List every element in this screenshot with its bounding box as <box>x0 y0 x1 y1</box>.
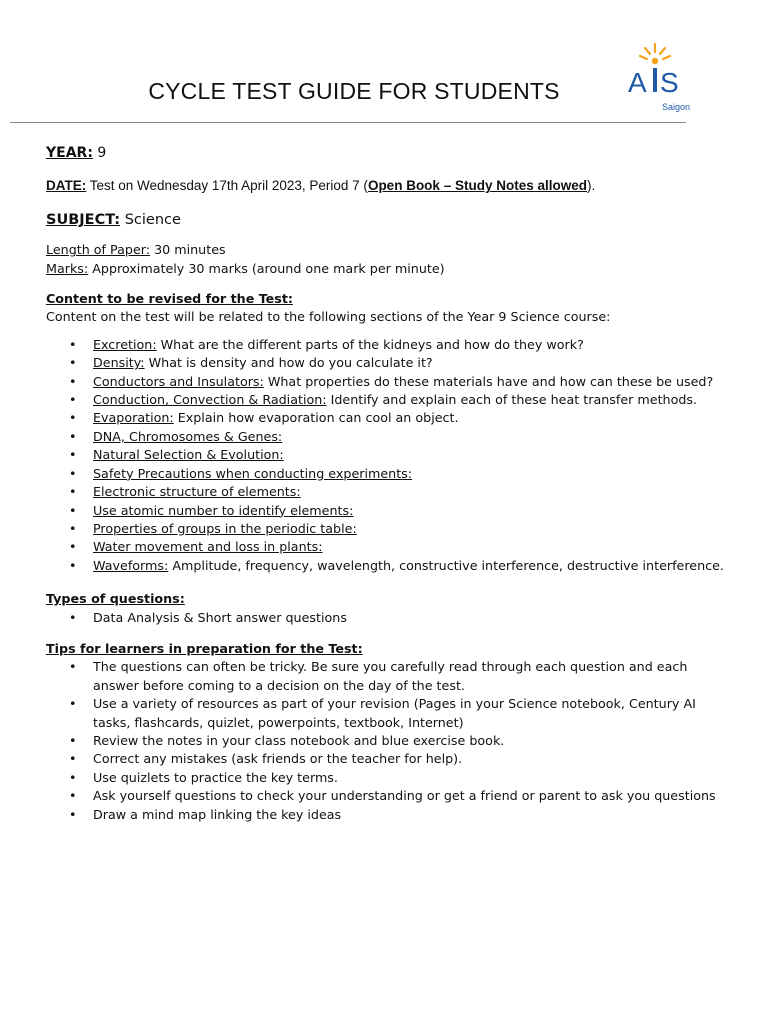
sun-rays <box>640 44 670 59</box>
tips-heading: Tips for learners in preparation for the Test: <box>46 640 363 656</box>
marks-label: Marks: <box>46 260 89 276</box>
list-item: • The questions can often be tricky. Be sure you carefully read through each question and each answer before coming to a decision on the day of the test. <box>46 658 726 695</box>
topic-label: Evaporation: <box>93 410 174 426</box>
topic-label: Electronic structure of elements: <box>93 484 301 500</box>
list-item <box>46 373 726 391</box>
list-item <box>46 428 726 446</box>
topic-label: Safety Precautions when conducting experiments: <box>93 465 413 481</box>
date-open-book: Open Book – Study Notes allowed <box>367 178 587 194</box>
topic-detail: Amplitude, frequency, wavelength, constructive interference, destructive interference. <box>168 557 724 573</box>
year-value: 9 <box>92 145 107 161</box>
topic-label: Water movement and loss in plants: <box>93 539 323 555</box>
page-title: CYCLE TEST GUIDE FOR STUDENTS <box>148 78 560 104</box>
list-item <box>46 354 726 372</box>
list-item <box>46 502 726 520</box>
length-value: 30 minutes <box>150 242 226 258</box>
tips-list <box>46 658 726 824</box>
list-item <box>46 446 726 464</box>
question-types-list <box>46 609 726 627</box>
topic-detail: What properties do these materials have and how can these be used? <box>263 373 714 389</box>
subject-line <box>46 211 726 229</box>
svg-text:A: A <box>628 67 647 98</box>
school-logo <box>626 40 702 116</box>
topic-label: Properties of groups in the periodic table: <box>93 520 357 536</box>
question-types-heading: Types of questions: <box>46 591 185 607</box>
topic-label: DNA, Chromosomes & Genes: <box>93 428 283 444</box>
marks-value: Approximately 30 marks (around one mark per minute) <box>88 260 445 276</box>
list-item <box>46 409 726 427</box>
date-label: DATE: <box>46 178 87 194</box>
topic-detail: What are the different parts of the kidneys and how do they work? <box>156 336 584 352</box>
content-topic-list <box>46 336 726 575</box>
list-item <box>46 391 726 409</box>
list-item <box>46 557 726 575</box>
date-value-post: ). <box>586 178 596 194</box>
topic-label: Waveforms: <box>93 557 169 573</box>
list-item <box>46 483 726 501</box>
document-body <box>46 144 726 824</box>
list-item: • Draw a mind map linking the key ideas <box>46 806 726 824</box>
topic-label: Conduction, Convection & Radiation: <box>93 392 327 408</box>
svg-text:S: S <box>660 67 679 98</box>
topic-label: Density: <box>93 355 145 371</box>
content-intro: Content on the test will be related to the following sections of the Year 9 Science course: <box>46 309 611 325</box>
list-item: • Ask yourself questions to check your understanding or get a friend or parent to ask you questions <box>46 787 726 805</box>
subject-value: Science <box>120 211 181 228</box>
topic-label: Excretion: <box>93 336 157 352</box>
list-item: • Use quizlets to practice the key terms. <box>46 769 726 787</box>
topic-label: Conductors and Insulators: <box>93 373 264 389</box>
subject-label: SUBJECT: <box>46 211 121 228</box>
year-label: YEAR: <box>46 145 93 161</box>
list-item: • Use a variety of resources as part of your revision (Pages in your Science notebook, Century AI tasks, flashcards, quizlet, powerpoints, textbook, Internet) <box>46 695 726 732</box>
list-item <box>46 538 726 556</box>
length-line <box>46 241 726 259</box>
logo-subtext: Saigon <box>662 102 691 112</box>
list-item: • Data Analysis & Short answer questions <box>46 609 726 627</box>
marks-line <box>46 260 726 278</box>
list-item: • Correct any mistakes (ask friends or the teacher for help). <box>46 750 726 768</box>
topic-detail: Identify and explain each of these heat transfer methods. <box>326 392 698 408</box>
list-item <box>46 465 726 483</box>
topic-detail: Explain how evaporation can cool an object. <box>173 410 459 426</box>
date-value-pre: Test on Wednesday 17th April 2023, Period 7 ( <box>86 178 368 194</box>
list-item: • Review the notes in your class notebook and blue exercise book. <box>46 732 726 750</box>
header-divider <box>10 122 686 123</box>
topic-label: Natural Selection & Evolution: <box>93 447 284 463</box>
date-line <box>46 177 726 195</box>
year-line <box>46 144 726 162</box>
list-item <box>46 520 726 538</box>
topic-label: Use atomic number to identify elements: <box>93 502 354 518</box>
list-item <box>46 336 726 354</box>
topic-detail: What is density and how do you calculate it? <box>144 355 433 371</box>
content-heading: Content to be revised for the Test: <box>46 291 293 307</box>
length-label: Length of Paper: <box>46 242 151 258</box>
